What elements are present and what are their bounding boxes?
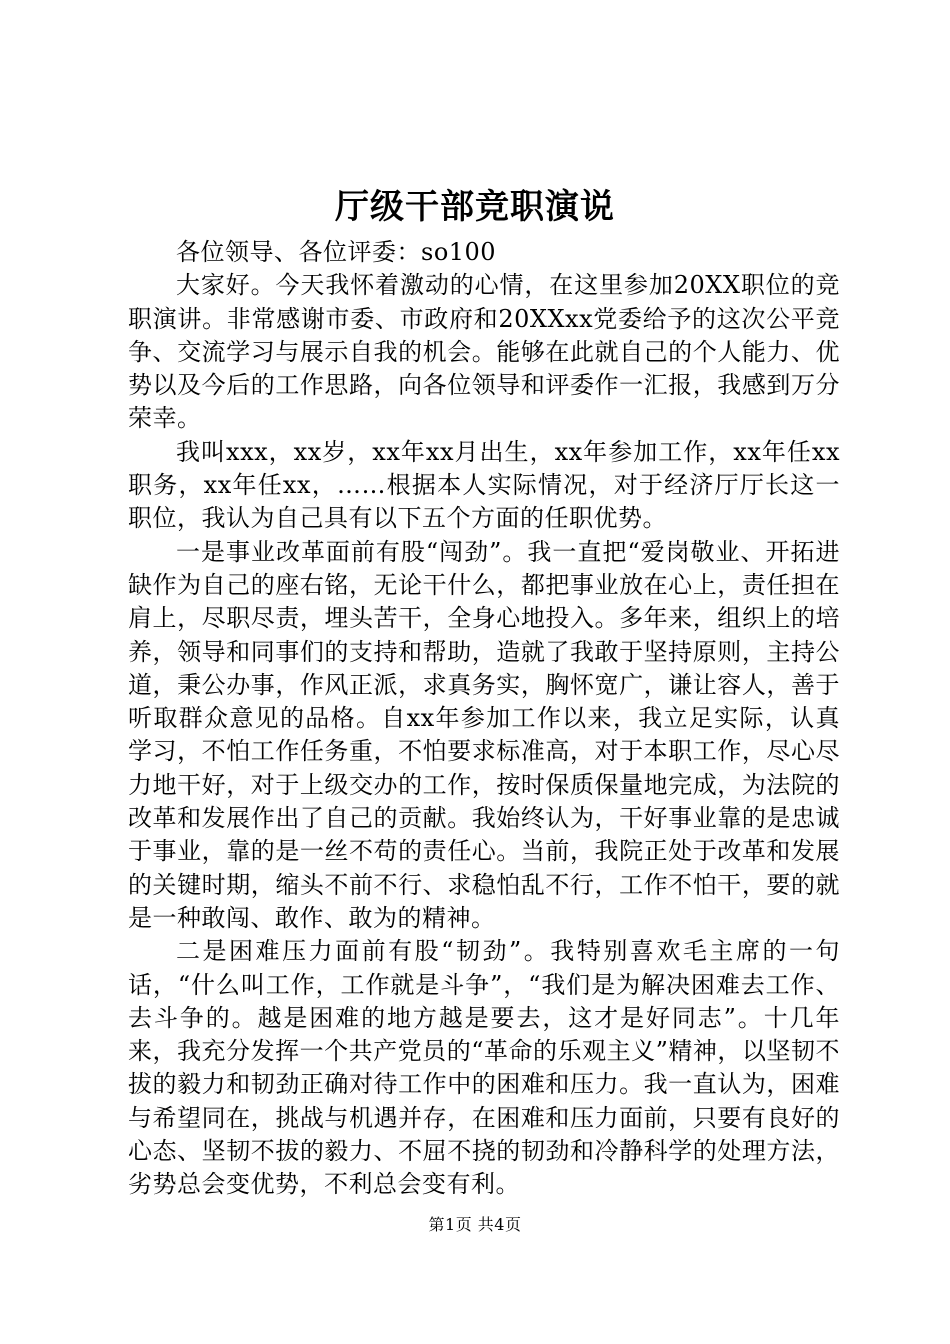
body-paragraph: 大家好。今天我怀着激动的心情，在这里参加20XX职位的竞职演讲。非常感谢市委、市政府和20XXxx党委给予的这次公平竞争、交流学习与展示自我的机会。能够在此就自己的个人能力、优势以及今后的工作思路，向各位领导和评委作一汇报，我感到万分荣幸。 xyxy=(128,271,840,433)
body-paragraph: 一是事业改革面前有股“闯劲”。我一直把“爱岗敬业、开拓进缺作为自己的座右铭，无论干什么，都把事业放在心上，责任担在肩上，尽职尽责，埋头苦干，全身心地投入。多年来，组织上的培养，领导和同事们的支持和帮助，造就了我敢于坚持原则，主持公道，秉公办事，作风正派，求真务实，胸怀宽广，谦让容人，善于听取群众意见的品格。自xx年参加工作以来，我立足实际，认真学习，不怕工作任务重，不怕要求标准高，对于本职工作，尽心尽力地干好，对于上级交办的工作，按时保质保量地完成，为法院的改革和发展作出了自己的贡献。我始终认为，干好事业靠的是忠诚于事业，靠的是一丝不苟的责任心。当前，我院正处于改革和发展的关键时期，缩头不前不行、求稳怕乱不行，工作不怕干，要的就是一种敢闯、敢作、敢为的精神。 xyxy=(128,537,840,932)
body-paragraph: 我叫xxx，xx岁，xx年xx月出生，xx年参加工作，xx年任xx职务，xx年任xx，……根据本人实际情况，对于经济厅厅长这一职位，我认为自己具有以下五个方面的任职优势。 xyxy=(128,437,840,533)
page-number-footer: 第1页 共4页 xyxy=(428,1215,522,1234)
salutation-paragraph: 各位领导、各位评委：so100 xyxy=(176,238,497,266)
document-body xyxy=(128,236,840,1202)
document-title: 厅级干部竞职演说 xyxy=(335,187,615,227)
body-paragraph: 二是困难压力面前有股“韧劲”。我特别喜欢毛主席的一句话，“什么叫工作，工作就是斗争”，“我们是为解决困难去工作、去斗争的。越是困难的地方越是要去，这才是好同志”。十几年来，我充分发挥一个共产党员的“革命的乐观主义”精神，以坚韧不拔的毅力和韧劲正确对待工作中的困难和压力。我一直认为，困难与希望同在，挑战与机遇并存，在困难和压力面前，只要有良好的心态、坚韧不拔的毅力、不屈不挠的韧劲和冷静科学的处理方法，劣势总会变优势，不利总会变有利。 xyxy=(128,937,840,1199)
